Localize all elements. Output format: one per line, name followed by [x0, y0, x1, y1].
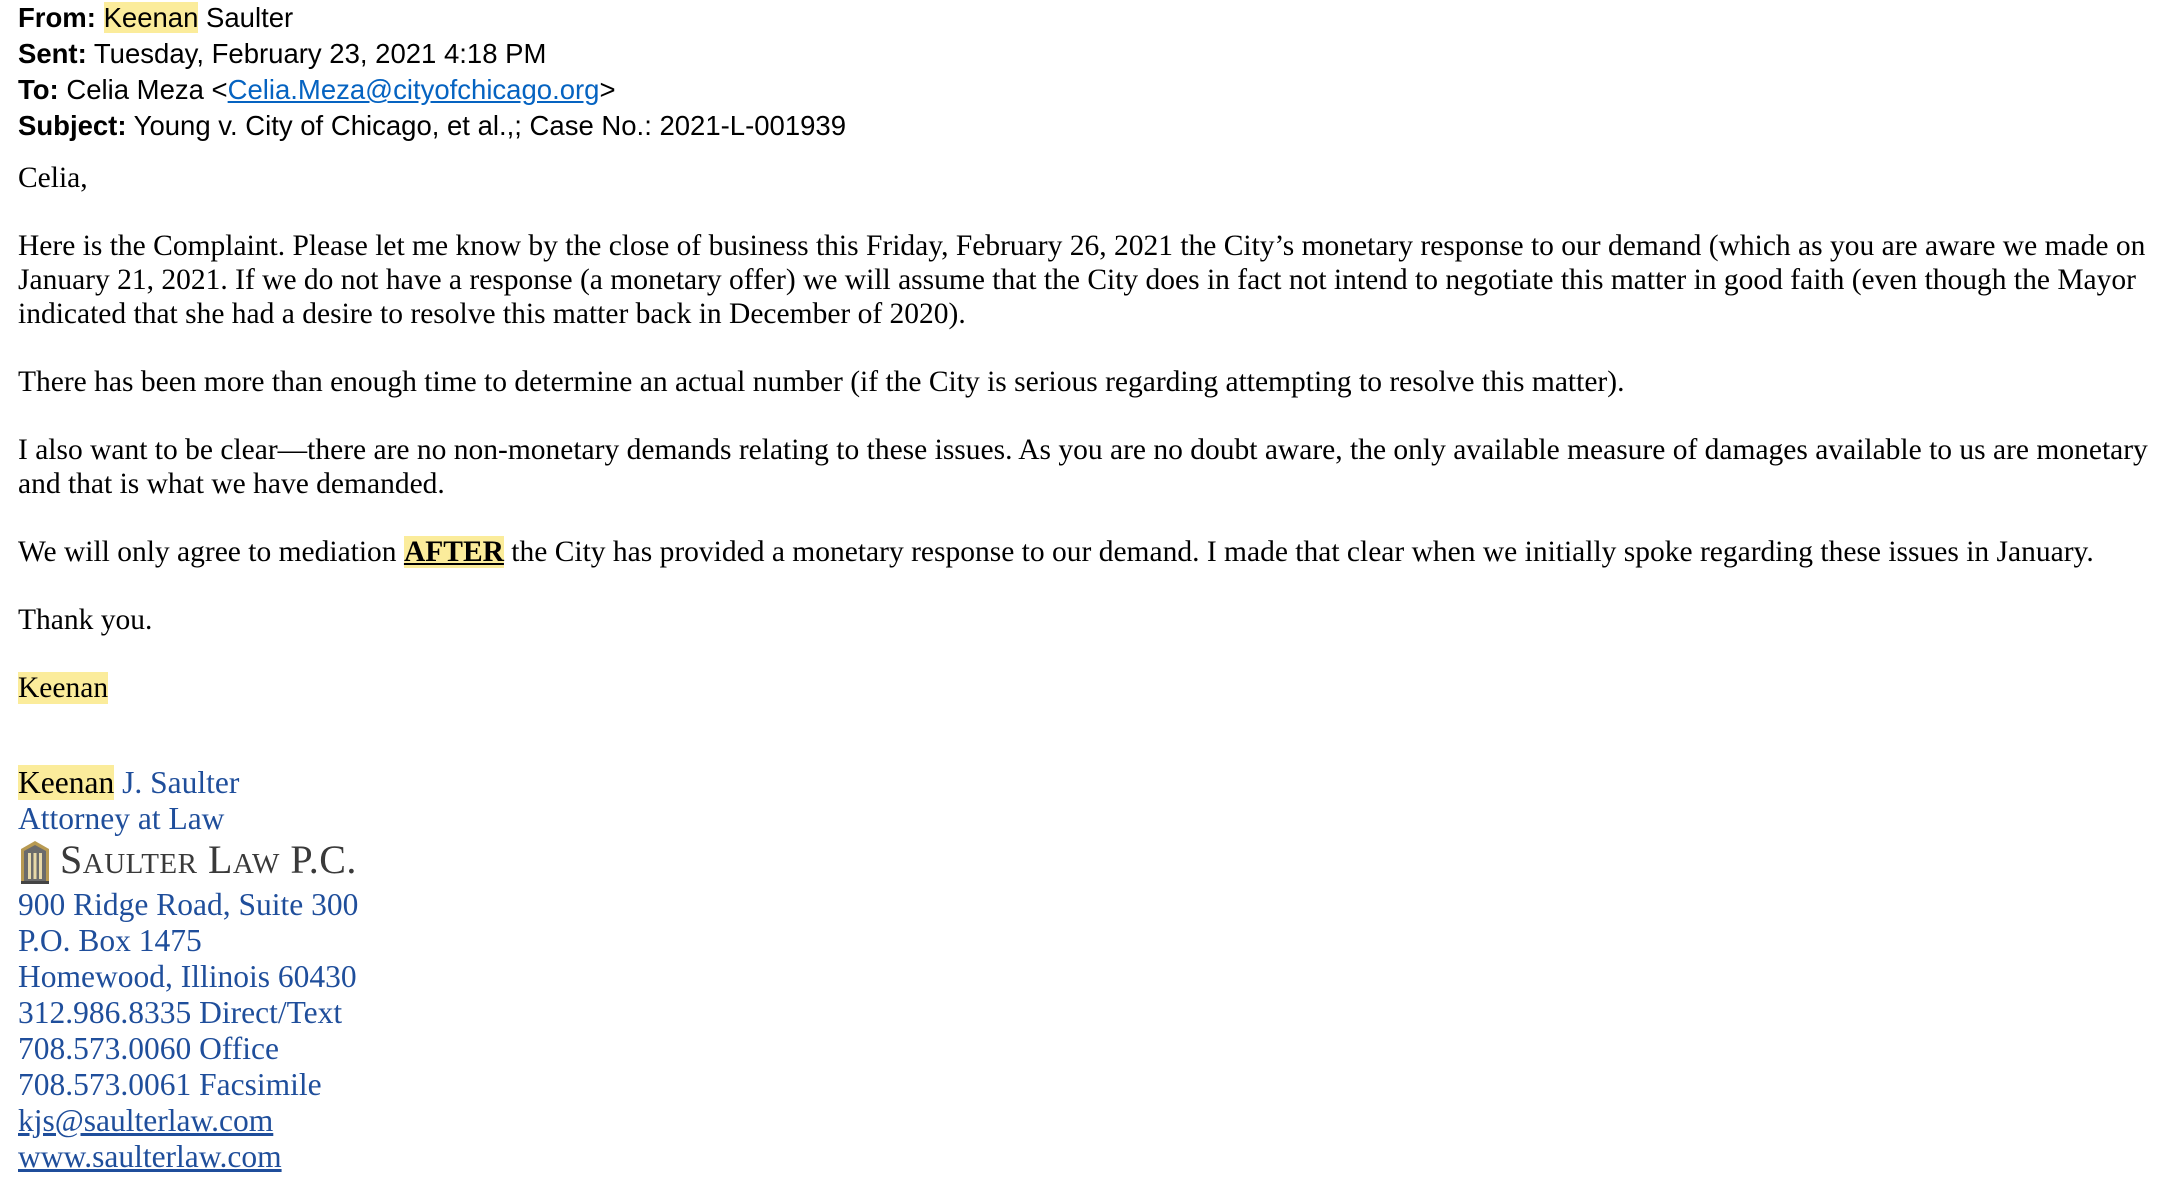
from-last-name: Saulter [206, 2, 294, 33]
thanks: Thank you. [18, 604, 153, 636]
address-line-1: 900 Ridge Road, Suite 300 [18, 887, 359, 922]
paragraph-3: I also want to be clear—there are no non-monetary demands relating to these issues. As you are no doubt aware, the only available measure of damages available to us are monetary and that is what we have demanded. [18, 434, 2148, 500]
email-body [18, 161, 2148, 705]
from-label: From: [18, 2, 96, 33]
signature-first-name: Keenan [18, 765, 115, 800]
p4-before: We will only agree to mediation [18, 536, 404, 568]
p4-after: the City has provided a monetary response to our demand. I made that clear when we initially spoke regarding these issues in January. [503, 536, 2094, 568]
email-message [18, 0, 2148, 1175]
signature-email-link[interactable]: kjs@saulterlaw.com [18, 1103, 274, 1138]
firm-logo-text: SAULTER LAW P.C. [60, 837, 357, 882]
to-email-link[interactable]: Celia.Meza@cityofchicago.org [227, 74, 600, 105]
sent-value: Tuesday, February 23, 2021 4:18 PM [93, 38, 547, 69]
after-emphasis: AFTER [403, 536, 504, 568]
to-name: Celia Meza < [66, 74, 228, 105]
subject-value: Young v. City of Chicago, et al.,; Case No.: 2021-L-001939 [133, 110, 847, 141]
phone-office: 708.573.0060 Office [18, 1031, 279, 1066]
website-link[interactable]: www.saulterlaw.com [18, 1139, 282, 1174]
address-line-3: Homewood, Illinois 60430 [18, 959, 357, 994]
signoff-name: Keenan [18, 672, 109, 704]
address-line-2: P.O. Box 1475 [18, 923, 202, 958]
phone-fax: 708.573.0061 Facsimile [18, 1067, 322, 1102]
to-close: > [599, 74, 616, 105]
subject-label: Subject: [18, 110, 127, 141]
from-first-name: Keenan [103, 2, 199, 33]
paragraph-2: There has been more than enough time to determine an actual number (if the City is serious regarding attempting to resolve this matter). [18, 366, 1625, 398]
signoff [18, 671, 2148, 705]
greeting: Celia, [18, 162, 88, 194]
to-line [18, 72, 2148, 108]
signature-name [18, 765, 2148, 801]
to-label: To: [18, 74, 59, 105]
paragraph-4 [18, 535, 2148, 569]
subject-line [18, 108, 2148, 144]
phone-direct: 312.986.8335 Direct/Text [18, 995, 343, 1030]
firm-logo [18, 837, 2148, 887]
building-icon [18, 839, 52, 885]
email-signature [18, 765, 2148, 1175]
from-line [18, 0, 2148, 36]
sent-label: Sent: [18, 38, 87, 69]
paragraph-1: Here is the Complaint. Please let me know by the close of business this Friday, February 26, 2021 the City’s monetary response to our demand (which as you are aware we made on January 21, 2021. If we do not have a response (a monetary offer) we will assume that the City does in fact not intend to negotiate this matter in good faith (even though the Mayor indicated that she had a desire to resolve this matter back in December of 2020). [18, 230, 2146, 330]
signature-title: Attorney at Law [18, 801, 225, 836]
email-header [18, 0, 2148, 144]
signature-rest-name: J. Saulter [114, 765, 240, 800]
sent-line [18, 36, 2148, 72]
